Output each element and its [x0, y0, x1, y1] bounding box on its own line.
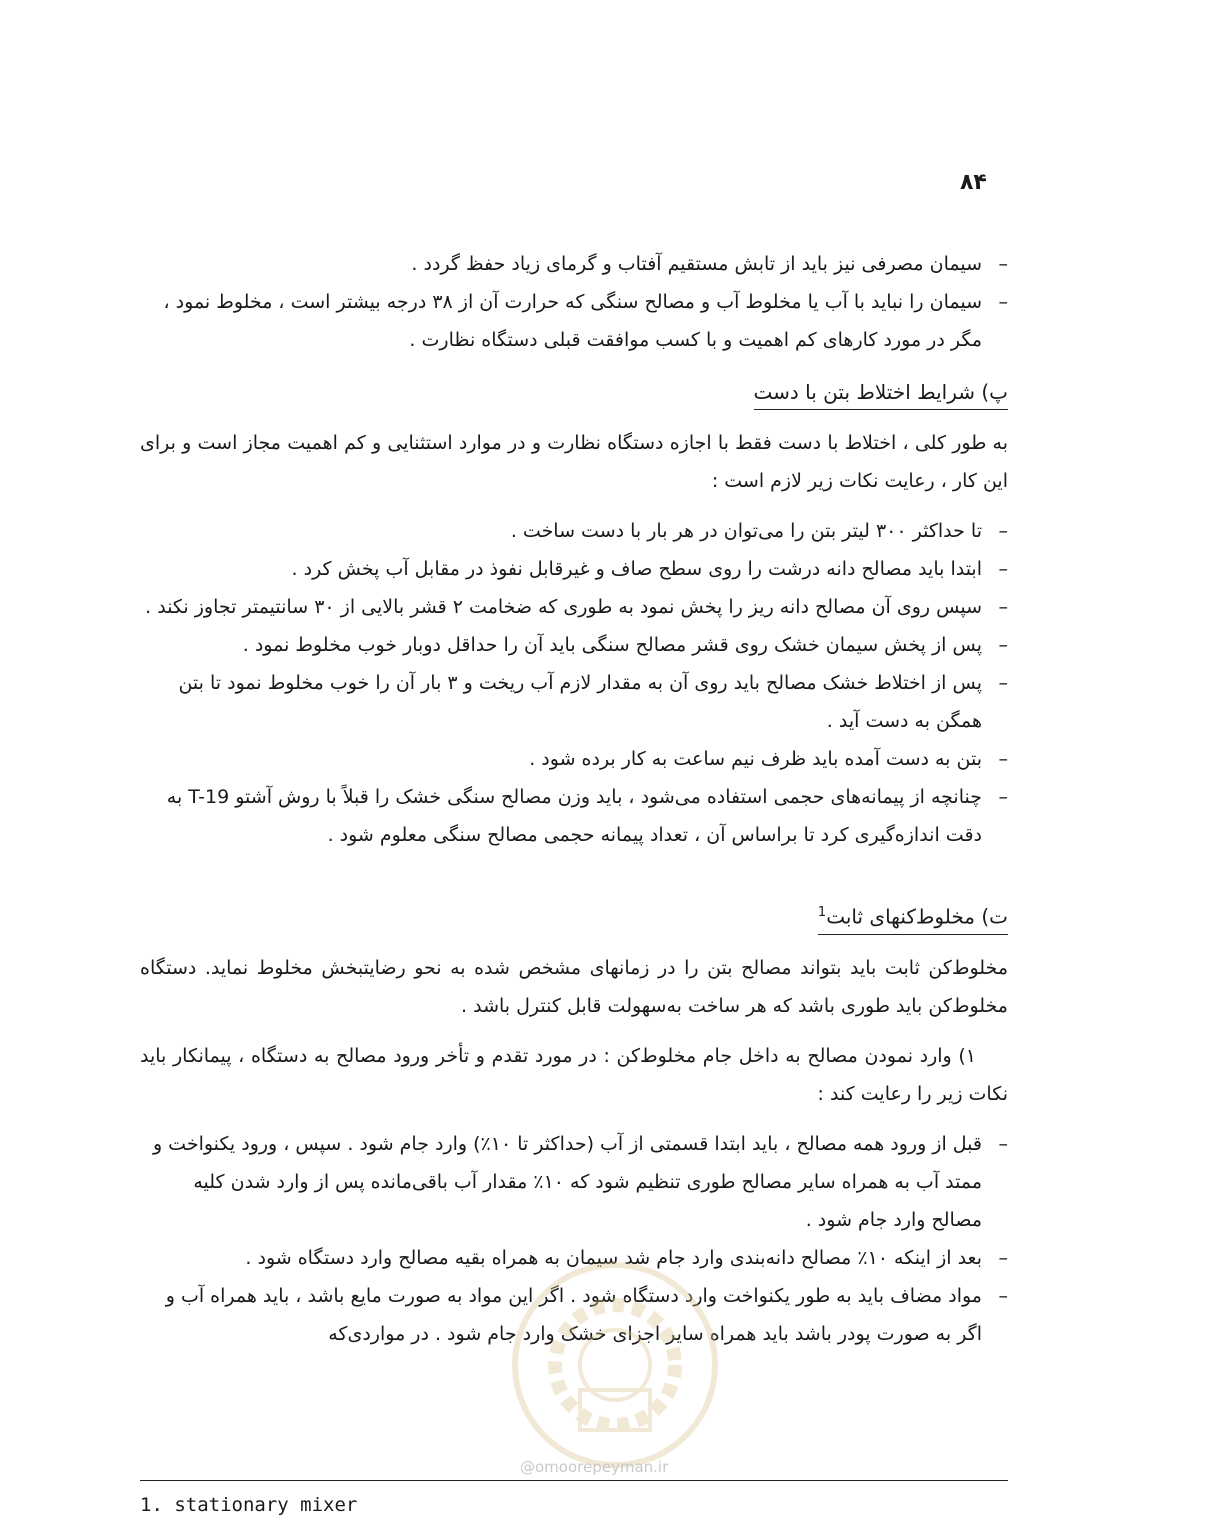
section-heading-p	[754, 377, 1009, 410]
page-content	[140, 245, 1008, 1353]
footnote: 1. stationary mixer	[140, 1494, 358, 1516]
watermark-text: @omoorepeyman.ir	[520, 1458, 669, 1476]
list-item: – بعد از اینکه ۱۰٪ مصالح دانه‌بندی وارد جام شد سیمان به همراه بقیه مصالح وارد دستگاه شود .	[140, 1239, 1008, 1277]
list-item: – قبل از ورود همه مصالح ، باید ابتدا قسمتی از آب (حداکثر تا ۱۰٪) وارد جام شود . سپس ، ورود یکنواخت و ممتد آب به همراه سایر مصالح طوری تنظیم شود که ۱۰٪ مقدار آب باقی‌مانده پس از وارد شدن کلیه مصالح وارد جام شود .	[140, 1125, 1008, 1239]
section-heading-t	[818, 898, 1008, 935]
section-p-bullet-list	[140, 512, 1008, 854]
section-p-paragraph: به طور کلی ، اختلاط با دست فقط با اجازه دستگاه نظارت و در موارد استثنایی و کم اهمیت مجاز است و برای این کار ، رعایت نکات زیر لازم است :	[140, 432, 1008, 492]
list-item: – سپس روی آن مصالح دانه ریز را پخش نمود به طوری که ضخامت ۲ قشر بالایی از ۳۰ سانتیمتر تجاوز نکند .	[140, 588, 1008, 626]
list-item: – سیمان را نباید با آب یا مخلوط آب و مصالح سنگی که حرارت آن از ۳۸ درجه بیشتر است ، مخلوط نمود ، مگر در مورد کارهای کم اهمیت و با کسب موافقت قبلی دستگاه نظارت .	[140, 283, 1008, 359]
list-item: – پس از اختلاط خشک مصالح باید روی آن به مقدار لازم آب ریخت و ۳ بار آن را خوب مخلوط نمود تا بتن همگن به دست آید .	[140, 664, 1008, 740]
page-number: ۸۴	[960, 170, 987, 195]
intro-bullet-list	[140, 245, 1008, 359]
list-item: – تا حداکثر ۳۰۰ لیتر بتن را می‌توان در هر بار با دست ساخت .	[140, 512, 1008, 550]
list-item: – پس از پخش سیمان خشک روی قشر مصالح سنگی باید آن را حداقل دوبار خوب مخلوط نمود .	[140, 626, 1008, 664]
list-item: – چنانچه از پیمانه‌های حجمی استفاده می‌شود ، باید وزن مصالح سنگی خشک را قبلاً با روش آشتو T-19 به دقت اندازه‌گیری کرد تا براساس آن ، تعداد پیمانه حجمی مصالح سنگی معلوم شود .	[140, 778, 1008, 854]
list-item: – بتن به دست آمده باید ظرف نیم ساعت به کار برده شود .	[140, 740, 1008, 778]
list-item: – ابتدا باید مصالح دانه درشت را روی سطح صاف و غیرقابل نفوذ در مقابل آب پخش کرد .	[140, 550, 1008, 588]
section-heading-p-text: پ) شرایط اختلاط بتن با دست	[753, 380, 1008, 404]
list-item: – مواد مضاف باید به طور یکنواخت وارد دستگاه شود . اگر این مواد به صورت مایع باشد ، باید همراه آب و اگر به صورت پودر باشد باید همراه سایر اجزای خشک وارد جام شود . در مواردی‌که	[140, 1277, 1008, 1353]
section-t-paragraph: مخلوط‌کن ثابت باید بتواند مصالح بتن را در زمانهای مشخص شده به نحو رضایتبخش مخلوط نماید. دستگاه مخلوط‌کن باید طوری باشد که هر ساخت به‌سهولت قابل کنترل باشد .	[140, 956, 1008, 1017]
footnote-marker: 1	[817, 905, 827, 920]
numbered-item-1: ۱) وارد نمودن مصالح به داخل جام مخلوط‌کن : در مورد تقدم و تأخر ورود مصالح به دستگاه ، پیمانکار باید نکات زیر را رعایت کند :	[140, 1044, 1008, 1105]
list-item: – سیمان مصرفی نیز باید از تابش مستقیم آفتاب و گرمای زیاد حفظ گردد .	[140, 245, 1008, 283]
footnote-divider	[140, 1480, 1008, 1481]
section-heading-t-text: ت) مخلوط‌کنهای ثابت	[826, 904, 1008, 929]
watermark-logo	[500, 1250, 730, 1480]
